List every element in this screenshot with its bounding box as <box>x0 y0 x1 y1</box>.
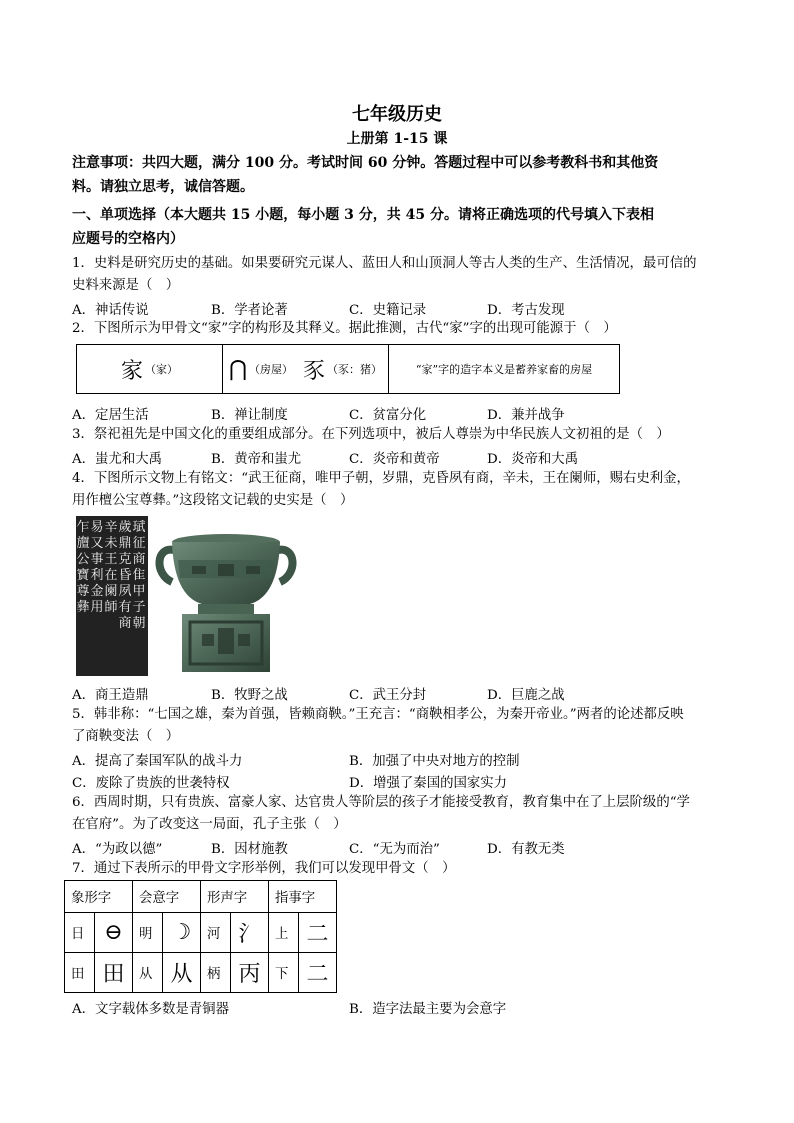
q3-option-c: C．炎帝和黄帝 <box>349 452 440 467</box>
figure-cell-jia <box>77 345 223 393</box>
notice-line-2: 料。请独立思考，诚信答题。 <box>72 179 254 195</box>
q4-stem-line-2: 用作檀公宝尊彝。”这段铭文记载的史实是（ ） <box>72 493 354 508</box>
q5-option-a: A．提高了秦国军队的战斗力 <box>72 754 243 769</box>
q4-option-b: B．牧野之战 <box>211 688 288 703</box>
oracle-glyph: ⊖ <box>95 913 133 953</box>
table-cell: 明 <box>133 913 163 953</box>
inscription-column: 易又事利金用 <box>90 520 104 615</box>
q5-stem-line-1: 5．韩非称：“七国之雄，秦为首强，皆赖商鞅。”王充言：“商鞅相孝公，为秦开帝业。”两者的论述都反映 <box>72 707 684 722</box>
oracle-glyph: ⺡ <box>231 913 269 953</box>
q4-option-d: D．巨鹿之战 <box>487 688 565 703</box>
oracle-glyph: 丙 <box>231 953 269 993</box>
table-cell: 田 <box>65 953 95 993</box>
figure-meaning-text: “家”字的造字本义是蓄养家畜的房屋 <box>415 363 593 376</box>
table-row <box>65 953 337 993</box>
q6-option-d: D．有教无类 <box>487 842 565 857</box>
table-cell: 下 <box>269 953 299 993</box>
q7-option-b: B．造字法最主要为会意字 <box>349 1002 507 1017</box>
q6-option-b: B．因材施教 <box>211 842 288 857</box>
inscription-column: 乍旜公寶尊彝 <box>76 520 90 615</box>
q7-option-a: A．文字载体多数是青铜器 <box>72 1002 229 1017</box>
q2-option-c: C．贫富分化 <box>349 408 427 423</box>
q2-option-b: B．禅让制度 <box>211 408 288 423</box>
q1-stem-line-2: 史料来源是（ ） <box>72 278 180 293</box>
q5-option-d: D．增强了秦国的国家实力 <box>349 776 508 791</box>
q3-stem-line-1: 3．祭祀祖先是中国文化的重要组成部分。在下列选项中，被后人尊崇为中华民族人文初祖的是（ ） <box>72 427 670 442</box>
oracle-roof-glyph: ⋂ <box>228 356 248 382</box>
q2-option-d: D．兼并战争 <box>487 408 565 423</box>
oracle-glyph: 田 <box>95 953 133 993</box>
section-heading-line-2: 应题号的空格内） <box>72 231 184 247</box>
q1-stem-line-1: 1．史料是研究历史的基础。如果要研究元谋人、蓝田人和山顶洞人等古人类的生产、生活情况，最可信的 <box>72 256 697 271</box>
oracle-glyph: 二 <box>299 913 337 953</box>
inscription-column: 珷征商隹甲子朝 <box>132 520 146 631</box>
jia-character-figure <box>76 344 620 394</box>
section-heading-line-1: 一、单项选择（本大题共 15 小题，每小题 3 分，共 45 分。请将正确选项的代号填入下表相 <box>72 207 654 223</box>
q6-stem-line-2: 在官府”。为了改变这一局面，孔子主张（ ） <box>72 817 347 832</box>
q5-option-b: B．加强了中央对地方的控制 <box>349 754 520 769</box>
q6-stem-line-1: 6．西周时期，只有贵族、富豪人家、达官贵人等阶层的孩子才能接受教育，教育集中在了上层阶级的“学 <box>72 795 690 810</box>
figure-cell-components <box>223 345 389 393</box>
table-header-row <box>65 881 337 913</box>
q3-option-a: A．蚩尤和大禹 <box>72 452 163 467</box>
q7-stem-line-1: 7．通过下表所示的甲骨文字形举例，我们可以发现甲骨文（ ） <box>72 861 456 876</box>
table-cell: 上 <box>269 913 299 953</box>
bronze-gui-vessel-image <box>152 516 300 676</box>
figure-label-roof: （房屋） <box>249 363 294 376</box>
inscription-column: 辛未王在阑師 <box>104 520 118 615</box>
q1-option-a: A．神话传说 <box>72 303 149 318</box>
figure-cell-meaning <box>389 345 619 393</box>
q3-option-b: B．黄帝和蚩尤 <box>211 452 302 467</box>
header-ideograph: 会意字 <box>133 881 201 913</box>
table-cell: 河 <box>201 913 231 953</box>
q4-stem-line-1: 4．下图所示文物上有铭文：“武王征商，唯甲子朝，岁鼎，克昏夙有商，辛未，王在阑师，赐右史利金， <box>72 471 690 486</box>
q4-option-c: C．武王分封 <box>349 688 427 703</box>
oracle-glyph: 二 <box>299 953 337 993</box>
q4-option-a: A．商王造鼎 <box>72 688 149 703</box>
table-cell: 日 <box>65 913 95 953</box>
figure-label-pig: （豕：猪） <box>327 363 383 376</box>
header-pictograph: 象形字 <box>65 881 133 913</box>
header-phono-semantic: 形声字 <box>201 881 269 913</box>
q2-stem-line-1: 2．下图所示为甲骨文“家”字的构形及其释义。据此推测，古代“家”字的出现可能源于（ ） <box>72 321 617 336</box>
inscription-column: 歲鼎克昏夙有商 <box>118 520 132 631</box>
inscription-rubbing-image <box>76 516 148 676</box>
q1-option-d: D．考古发现 <box>487 303 565 318</box>
q3-option-d: D．炎帝和大禹 <box>487 452 579 467</box>
q1-option-c: C．史籍记录 <box>349 303 427 318</box>
q6-option-a: A．“为政以德” <box>72 842 163 857</box>
oracle-jia-glyph: 家 <box>120 358 143 384</box>
oracle-pig-glyph: 豕 <box>303 358 326 384</box>
q6-option-c: C．“无为而治” <box>349 842 440 857</box>
header-indicative: 指事字 <box>269 881 337 913</box>
q5-stem-line-2: 了商鞅变法（ ） <box>72 729 180 744</box>
table-row <box>65 913 337 953</box>
oracle-glyph: 从 <box>163 953 201 993</box>
table-cell: 从 <box>133 953 163 993</box>
page-title: 七年级历史 <box>352 104 442 125</box>
table-cell: 柄 <box>201 953 231 993</box>
figure-label-jia: （家） <box>145 363 178 376</box>
q2-option-a: A．定居生活 <box>72 408 149 423</box>
q1-option-b: B．学者论著 <box>211 303 288 318</box>
oracle-glyph: ☽ <box>163 913 201 953</box>
page-subtitle: 上册第 1-15 课 <box>346 131 448 147</box>
notice-line-1: 注意事项：共四大题，满分 100 分。考试时间 60 分钟。答题过程中可以参考教科书和其他资 <box>72 155 659 171</box>
q5-option-c: C．废除了贵族的世袭特权 <box>72 776 230 791</box>
oracle-bone-script-table <box>64 880 337 993</box>
